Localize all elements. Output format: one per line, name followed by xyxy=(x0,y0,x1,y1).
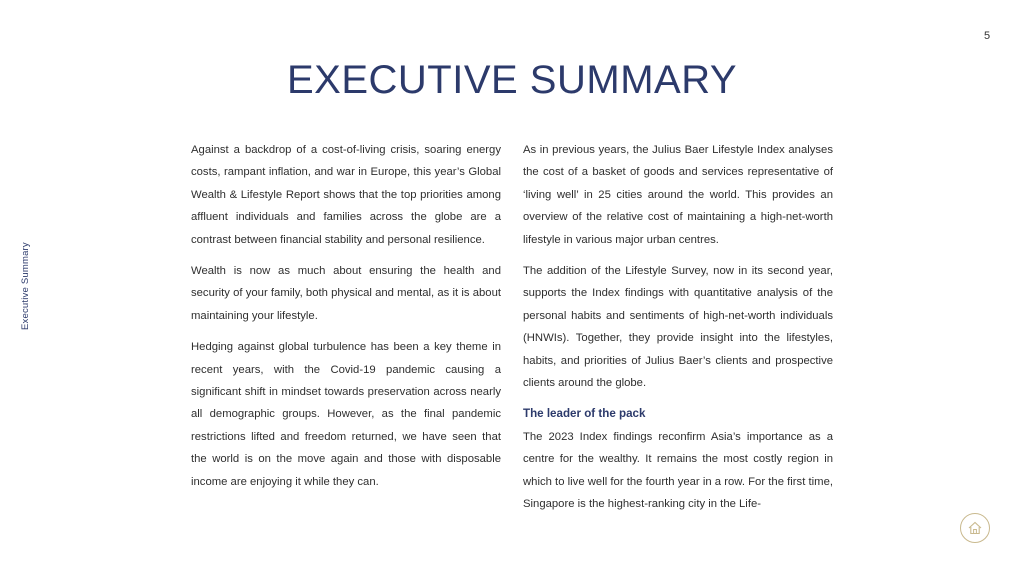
home-button[interactable] xyxy=(960,513,990,543)
section-subheading: The leader of the pack xyxy=(523,407,646,421)
side-section-label: Executive Summary xyxy=(20,242,31,330)
home-icon xyxy=(967,520,983,536)
page-title: EXECUTIVE SUMMARY xyxy=(286,58,738,102)
left-text-column xyxy=(191,139,501,502)
findings-paragraph: The 2023 Index findings reconfirm Asia’s importance as a centre for the wealthy. It remains the most costly region in which to live well for the fourth year in a row. For the first time, Singapore is the highest-ranking city in the Life- xyxy=(523,430,833,511)
right-text-column xyxy=(523,139,833,525)
survey-paragraph: The addition of the Lifestyle Survey, now in its second year, supports the Index findings with quantitative analysis of the personal habits and sentiments of high-net-worth individuals (HNWIs). Together, they provide insight into the lifestyles, habits, and priorities of Julius Baer’s clients and prospective clients around the globe. xyxy=(523,265,833,390)
wealth-paragraph: Wealth is now as much about ensuring the health and security of your family, both physical and mental, as it is about maintaining your lifestyle. xyxy=(191,265,501,322)
intro-paragraph: Against a backdrop of a cost-of-living crisis, soaring energy costs, rampant inflation, and war in Europe, this year’s Global Wealth & Lifestyle Report shows that the top priorities among affluent individuals and families across the globe are a contrast between financial stability and personal resilience. xyxy=(191,144,501,246)
page-number: 5 xyxy=(984,30,991,42)
index-paragraph: As in previous years, the Julius Baer Lifestyle Index analyses the cost of a basket of goods and services representative of ‘living well’ in 25 cities around the world. This provides an overview of the relative cost of maintaining a high-net-worth lifestyle in various major urban centres. xyxy=(523,144,833,246)
hedging-paragraph: Hedging against global turbulence has been a key theme in recent years, with the Covid-19 pandemic causing a significant shift in mindset towards preservation across nearly all demographic groups. However, as the final pandemic restrictions lifted and freedom returned, we have seen that the world is on the move again and those with disposable income are enjoying it while they can. xyxy=(191,341,501,488)
